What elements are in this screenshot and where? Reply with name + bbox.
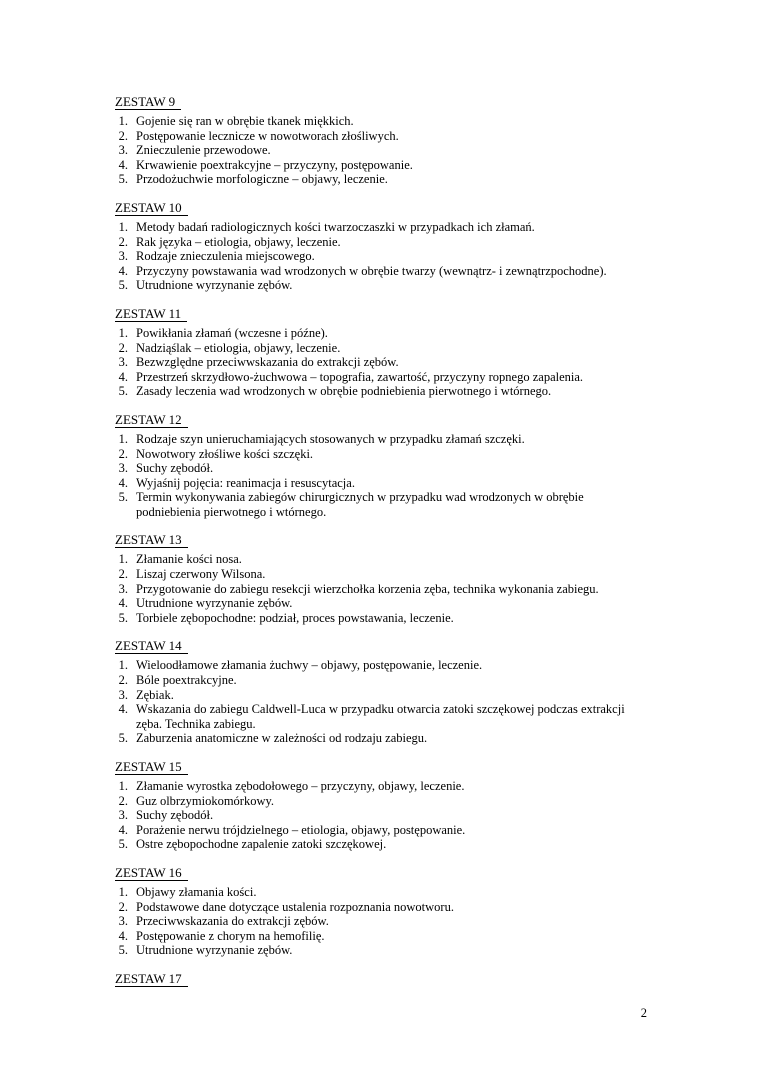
list-item	[115, 596, 647, 611]
list-item	[115, 355, 647, 370]
item-number: 5.	[118, 837, 128, 852]
zestaw-title: ZESTAW 16	[115, 865, 188, 881]
item-text: Bezwzględne przeciwwskazania do extrakcji zębów.	[136, 355, 399, 370]
list-item	[115, 582, 647, 597]
item-text: Utrudnione wyrzynanie zębów.	[136, 278, 293, 293]
list-item	[115, 885, 647, 900]
list-item	[115, 673, 647, 688]
list-item	[115, 914, 647, 929]
item-text: Guz olbrzymiokomórkowy.	[136, 793, 275, 808]
item-text: Znieczulenie przewodowe.	[136, 143, 271, 158]
item-text: Postępowanie lecznicze w nowotworach złośliwych.	[136, 128, 399, 143]
list-item	[115, 114, 647, 129]
item-number: 4.	[118, 596, 128, 611]
item-text: Złamanie wyrostka zębodołowego – przyczyny, objawy, leczenie.	[136, 779, 465, 793]
item-text: Postępowanie z chorym na hemofilię.	[136, 928, 325, 943]
item-text: Nadziąślak – etiologia, objawy, leczenie.	[136, 340, 341, 355]
zestaw-title: ZESTAW 10	[115, 200, 188, 216]
list-item	[115, 731, 647, 746]
zestaw-title: ZESTAW 17	[115, 971, 188, 987]
list-item	[115, 900, 647, 915]
item-text: Złamanie kości nosa.	[136, 552, 242, 567]
item-number: 1.	[118, 114, 128, 128]
list-item	[115, 172, 647, 187]
item-number: 1.	[118, 779, 128, 793]
item-text: Gojenie się ran w obrębie tkanek miękkich.	[136, 114, 354, 128]
list-item	[115, 220, 647, 235]
item-number: 1.	[118, 325, 128, 340]
item-text: Przodożuchwie morfologiczne – objawy, leczenie.	[136, 172, 388, 187]
item-number: 1.	[118, 658, 128, 673]
item-number: 2.	[118, 128, 128, 143]
item-text: Rodzaje szyn unieruchamiających stosowanych w przypadku złamań szczęki.	[136, 431, 525, 446]
item-number: 1.	[118, 431, 128, 446]
item-text: Krwawienie poextrakcyjne – przyczyny, postępowanie.	[136, 157, 413, 172]
item-text: Ostre zębopochodne zapalenie zatoki szczękowej.	[136, 837, 387, 852]
zestaw-section	[115, 519, 647, 625]
item-text: Powikłania złamań (wczesne i późne).	[136, 325, 328, 340]
list-item	[115, 264, 647, 279]
list-item	[115, 143, 647, 158]
item-number: 2.	[118, 793, 128, 808]
item-text: Przygotowanie do zabiegu resekcji wierzchołka korzenia zęba, technika wykonania zabiegu.	[136, 581, 599, 596]
item-text: Rak języka – etiologia, objawy, leczenie.	[136, 234, 341, 249]
item-number: 5.	[118, 731, 128, 746]
item-number: 5.	[118, 278, 128, 293]
sections	[115, 93, 647, 991]
item-text: Zasady leczenia wad wrodzonych w obrębie podniebienia pierwotnego i wtórnego.	[136, 384, 552, 399]
zestaw-section	[115, 293, 647, 399]
list-item	[115, 823, 647, 838]
item-number: 4.	[118, 263, 128, 278]
item-number: 3.	[118, 581, 128, 596]
item-number: 2.	[118, 446, 128, 461]
page-number: 2	[640, 1006, 647, 1020]
item-text: Porażenie nerwu trójdzielnego – etiologia, objawy, postępowanie.	[136, 822, 466, 837]
list-item	[115, 658, 647, 673]
item-number: 3.	[118, 687, 128, 702]
item-text: Utrudnione wyrzynanie zębów.	[136, 596, 293, 611]
item-text: Metody badań radiologicznych kości twarzoczaszki w przypadkach ich złamań.	[136, 219, 535, 234]
item-number: 2.	[118, 567, 128, 582]
item-number: 2.	[118, 673, 128, 688]
list-item	[115, 794, 647, 809]
zestaw-title: ZESTAW 13	[115, 532, 188, 548]
item-text: Utrudnione wyrzynanie zębów.	[136, 943, 293, 958]
zestaw-title: ZESTAW 12	[115, 412, 188, 428]
item-number: 4.	[118, 702, 128, 717]
item-number: 5.	[118, 172, 128, 187]
item-text: Bóle poextrakcyjne.	[136, 673, 237, 688]
item-number: 4.	[118, 928, 128, 943]
list-item	[115, 552, 647, 567]
zestaw-title: ZESTAW 15	[115, 759, 188, 775]
item-number: 4.	[118, 822, 128, 837]
item-number: 4.	[118, 157, 128, 172]
list-item	[115, 943, 647, 958]
list-item	[115, 235, 647, 250]
zestaw-section	[115, 93, 647, 187]
item-number: 3.	[118, 355, 128, 370]
item-text: Wyjaśnij pojęcia: reanimacja i resuscytacja.	[136, 475, 355, 490]
item-text: Rodzaje znieczulenia miejscowego.	[136, 249, 315, 264]
item-text: Nowotwory złośliwe kości szczęki.	[136, 446, 314, 461]
list-item	[115, 158, 647, 173]
list-item	[115, 447, 647, 462]
zestaw-title: ZESTAW 9	[115, 94, 181, 110]
item-number: 5.	[118, 610, 128, 625]
list-item	[115, 611, 647, 626]
zestaw-title: ZESTAW 14	[115, 638, 188, 654]
item-text: Liszaj czerwony Wilsona.	[136, 567, 266, 582]
item-number: 5.	[118, 490, 128, 505]
list-item	[115, 384, 647, 399]
item-text: Torbiele zębopochodne: podział, proces powstawania, leczenie.	[136, 610, 454, 625]
item-text: Objawy złamania kości.	[136, 884, 257, 899]
item-text: Wskazania do zabiegu Caldwell-Luca w przypadku otwarcia zatoki szczękowej podczas extrakcji zęba. Technika zabiegu.	[136, 702, 625, 731]
list-item	[115, 808, 647, 823]
item-text: Przestrzeń skrzydłowo-żuchwowa – topografia, zawartość, przyczyny ropnego zapalenia.	[136, 369, 584, 384]
item-number: 5.	[118, 384, 128, 399]
item-text: Przeciwwskazania do extrakcji zębów.	[136, 914, 329, 929]
list-item	[115, 461, 647, 476]
item-number: 3.	[118, 808, 128, 823]
item-number: 5.	[118, 943, 128, 958]
list-item	[115, 249, 647, 264]
list-item	[115, 341, 647, 356]
item-text: Zębiak.	[136, 687, 174, 702]
list-item	[115, 432, 647, 447]
item-number: 2.	[118, 234, 128, 249]
item-text: Przyczyny powstawania wad wrodzonych w obrębie twarzy (wewnątrz- i zewnątrzpochodne).	[136, 263, 607, 278]
list-item	[115, 476, 647, 491]
item-number: 2.	[118, 340, 128, 355]
zestaw-section	[115, 187, 647, 293]
item-number: 3.	[118, 461, 128, 476]
item-number: 3.	[118, 914, 128, 929]
item-number: 3.	[118, 143, 128, 158]
item-text: Termin wykonywania zabiegów chirurgicznych w przypadku wad wrodzonych w obrębie podniebienia pierwotnego i wtórnego.	[136, 490, 584, 519]
list-item	[115, 929, 647, 944]
list-item	[115, 129, 647, 144]
list-item	[115, 702, 647, 731]
list-item	[115, 779, 647, 794]
item-text: Podstawowe dane dotyczące ustalenia rozpoznania nowotworu.	[136, 899, 454, 914]
zestaw-section	[115, 399, 647, 520]
item-text: Wieloodłamowe złamania żuchwy – objawy, postępowanie, leczenie.	[136, 658, 483, 673]
item-number: 1.	[118, 884, 128, 899]
item-text: Zaburzenia anatomiczne w zależności od rodzaju zabiegu.	[136, 731, 428, 746]
zestaw-section	[115, 625, 647, 746]
list-item	[115, 490, 647, 519]
item-number: 4.	[118, 475, 128, 490]
list-item	[115, 567, 647, 582]
zestaw-section	[115, 746, 647, 852]
item-number: 1.	[118, 552, 128, 567]
zestaw-section	[115, 958, 647, 991]
list-item	[115, 370, 647, 385]
item-text: Suchy zębodół.	[136, 808, 214, 823]
item-number: 1.	[118, 219, 128, 234]
list-item	[115, 688, 647, 703]
item-number: 2.	[118, 899, 128, 914]
list-item	[115, 278, 647, 293]
item-number: 3.	[118, 249, 128, 264]
list-item	[115, 326, 647, 341]
list-item	[115, 837, 647, 852]
zestaw-section	[115, 852, 647, 958]
item-number: 4.	[118, 369, 128, 384]
item-text: Suchy zębodół.	[136, 461, 214, 476]
zestaw-title: ZESTAW 11	[115, 306, 187, 322]
